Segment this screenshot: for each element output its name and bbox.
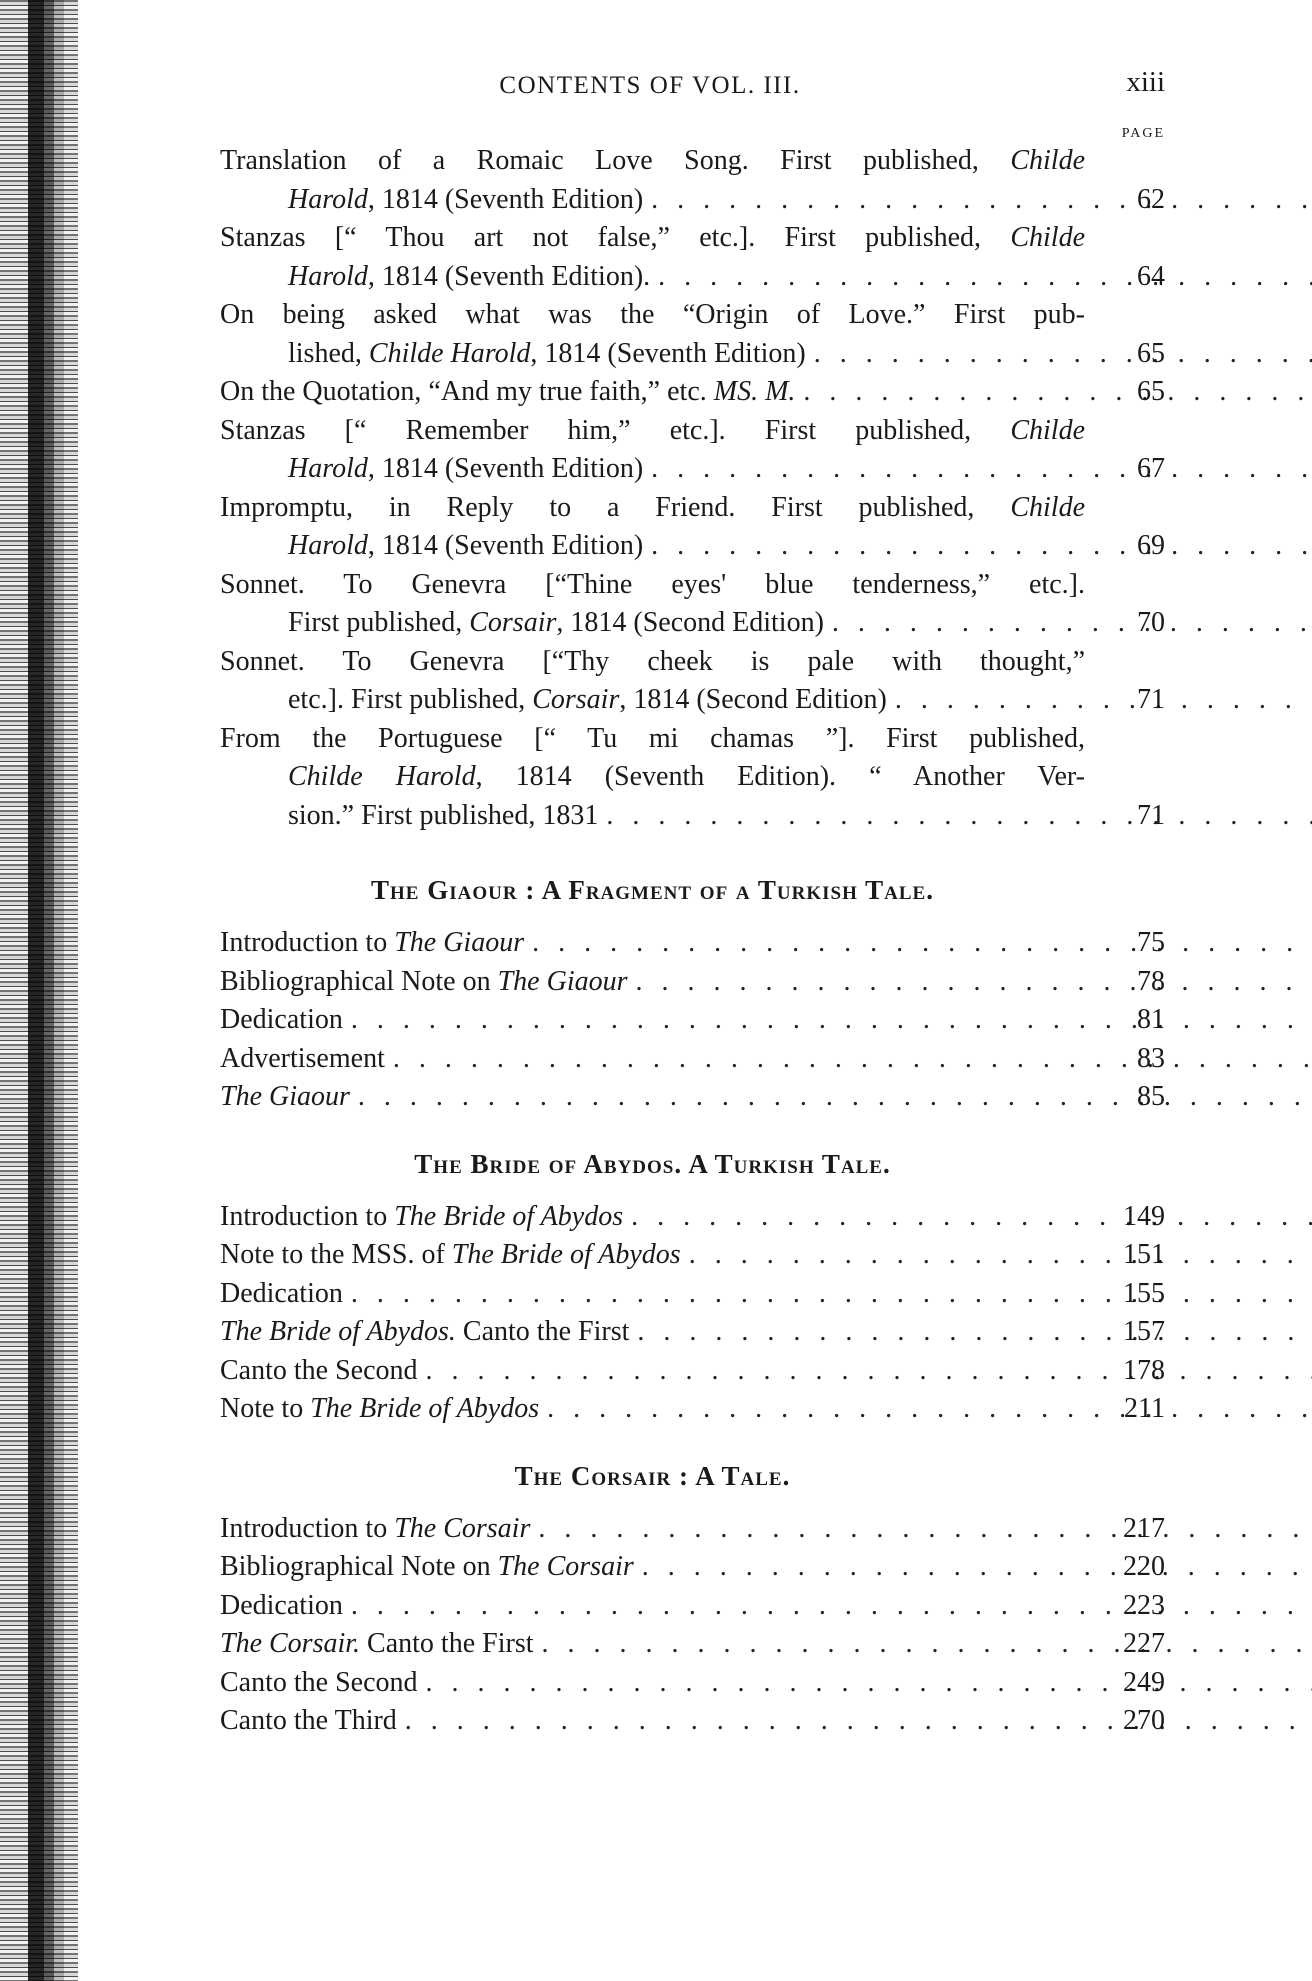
toc-entry [220, 1390, 1165, 1429]
dot-leader [418, 1667, 1312, 1698]
entry-text: Bibliographical Note on The Giaour [220, 965, 628, 997]
page-number: 75 [1137, 927, 1165, 958]
dot-leader [643, 453, 1312, 484]
toc-entry-line [220, 1040, 1085, 1079]
entry-text: Sonnet. To Genevra [“Thy cheek is pale with thought,” [220, 645, 1085, 677]
entry-text: The Corsair. Canto the First [220, 1628, 534, 1659]
page-number: 220 [1123, 1551, 1165, 1582]
dot-leader [795, 376, 1312, 407]
toc-entry [220, 142, 1165, 219]
toc-entry [220, 1078, 1165, 1117]
dot-leader [524, 927, 1312, 958]
toc-entry [220, 219, 1165, 296]
page-number: 83 [1137, 1042, 1165, 1074]
toc-entry-line [220, 1275, 1085, 1314]
dot-leader [343, 1278, 1312, 1309]
entry-text: Canto the Third [220, 1705, 397, 1736]
toc-entry-line [220, 1548, 1085, 1587]
dot-leader [623, 1201, 1312, 1232]
work-title: The Corsair. [220, 1628, 361, 1659]
work-title: The Bride of Abydos [310, 1393, 540, 1424]
section-heading: The Bride of Abydos. A Turkish Tale. [414, 1148, 891, 1179]
toc-entry [220, 924, 1165, 963]
entry-text: Stanzas [“ Thou art not false,” etc.]. First published, Childe [220, 222, 1085, 253]
toc-entry-line [220, 604, 1085, 643]
page-number: 65 [1137, 337, 1165, 369]
toc-entry [220, 1587, 1165, 1626]
section-heading: The Corsair : A Tale. [514, 1460, 791, 1491]
page-number: 85 [1137, 1081, 1165, 1112]
entry-text: Harold, 1814 (Seventh Edition) [288, 453, 644, 484]
page-number: 223 [1123, 1589, 1165, 1621]
dot-leader [643, 184, 1312, 215]
book-binding-edge [0, 0, 78, 1981]
folio-number: xiii [1126, 66, 1165, 98]
page-number: 178 [1123, 1354, 1165, 1386]
page-number: 211 [1124, 1393, 1165, 1424]
toc-entry [220, 1548, 1165, 1587]
toc-entry-line [220, 1664, 1085, 1703]
dot-leader [824, 607, 1312, 638]
toc-entry [220, 963, 1165, 1002]
dot-leader [534, 1628, 1312, 1659]
dot-leader [385, 1043, 1312, 1074]
toc-entry-line [220, 1313, 1085, 1352]
entry-text: Harold, 1814 (Seventh Edition). [288, 260, 651, 292]
dot-leader [397, 1705, 1312, 1736]
entry-text: Translation of a Romaic Love Song. First published, Childe [220, 145, 1085, 176]
page-number: 227 [1123, 1628, 1165, 1659]
page-number: 69 [1137, 530, 1165, 561]
entry-text: Canto the Second [220, 1666, 418, 1698]
entry-text: Stanzas [“ Remember him,” etc.]. First published, Childe [220, 414, 1085, 446]
entry-text: Bibliographical Note on The Corsair [220, 1551, 634, 1582]
page-number: 81 [1137, 1004, 1165, 1035]
toc-entry-line [220, 373, 1085, 412]
toc-entry [220, 1702, 1165, 1741]
work-title: The Giaour [394, 927, 525, 958]
page-number: 65 [1137, 376, 1165, 407]
page-number: 70 [1137, 607, 1165, 638]
entry-text: First published, Corsair, 1814 (Second Edition) [288, 607, 824, 638]
dot-leader [806, 338, 1312, 369]
dot-leader [350, 1081, 1312, 1112]
work-title: The Corsair [497, 1551, 634, 1582]
work-title: The Bride of Abydos. [220, 1316, 456, 1347]
page-number: 67 [1137, 453, 1165, 484]
toc-entry-line [220, 527, 1085, 566]
page-number: 71 [1137, 799, 1165, 831]
entry-text: Dedication [220, 1004, 343, 1035]
work-title: The Corsair [394, 1512, 531, 1544]
work-title: The Giaour [220, 1081, 350, 1112]
page-number: 249 [1123, 1666, 1165, 1698]
entry-text: Introduction to The Giaour [220, 927, 525, 958]
entry-text: Note to the MSS. of The Bride of Abydos [220, 1239, 681, 1270]
dot-leader [650, 261, 1312, 292]
entry-text: Introduction to The Corsair [220, 1512, 531, 1544]
toc-entry-line [220, 181, 1085, 220]
dot-leader [629, 1316, 1312, 1347]
toc-entry [220, 489, 1165, 566]
toc-entry [220, 566, 1165, 643]
entry-text: lished, Childe Harold, 1814 (Seventh Edition) [288, 337, 806, 369]
toc-entry-line [220, 335, 1085, 374]
dot-leader [343, 1004, 1312, 1035]
entry-text: The Bride of Abydos. Canto the First [220, 1316, 630, 1347]
toc-entry [220, 1236, 1165, 1275]
toc-entry [220, 373, 1165, 412]
page-number: 64 [1137, 260, 1165, 292]
table-of-contents [220, 142, 1165, 1741]
entry-text: From the Portuguese [“ Tu mi chamas ”]. First published, [220, 722, 1085, 754]
toc-entry [220, 1001, 1165, 1040]
entry-text: sion.” First published, 1831 [288, 799, 599, 831]
toc-entry-line [220, 1702, 1085, 1741]
entry-text: Canto the Second [220, 1354, 418, 1386]
page-number: 217 [1123, 1512, 1165, 1544]
toc-entry [220, 1040, 1165, 1079]
work-title: The Bride of Abydos [451, 1239, 681, 1270]
toc-entry [220, 1625, 1165, 1664]
toc-entry [220, 296, 1165, 373]
entry-text: Childe Harold, 1814 (Seventh Edition). “ Another Ver- [288, 761, 1085, 792]
dot-leader [628, 966, 1312, 997]
toc-entry [220, 720, 1165, 836]
dot-leader [418, 1355, 1312, 1386]
contents-page [220, 0, 1165, 1981]
toc-entry [220, 412, 1165, 489]
toc-entry-line [220, 1078, 1085, 1117]
toc-entry-line [220, 681, 1085, 720]
toc-entry-line [220, 924, 1085, 963]
page-number: 62 [1137, 183, 1165, 215]
toc-entry-line [220, 1587, 1085, 1626]
toc-entry [220, 1510, 1165, 1549]
toc-entry [220, 1275, 1165, 1314]
page-number: 71 [1137, 684, 1165, 715]
toc-entry-line [220, 1510, 1085, 1549]
dot-leader [598, 800, 1312, 831]
toc-entry [220, 1664, 1165, 1703]
entry-text: Note to The Bride of Abydos [220, 1393, 540, 1424]
toc-entry-line [220, 1001, 1085, 1040]
entry-text: Dedication [220, 1589, 343, 1621]
dot-leader [539, 1393, 1312, 1424]
toc-entry-line [220, 1198, 1085, 1237]
toc-entry [220, 643, 1165, 720]
toc-entry [220, 1313, 1165, 1352]
entry-text: Dedication [220, 1277, 343, 1309]
dot-leader [530, 1513, 1312, 1544]
entry-text: Harold, 1814 (Seventh Edition) [288, 183, 644, 215]
entry-text: Impromptu, in Reply to a Friend. First published, Childe [220, 491, 1085, 523]
work-title: The Giaour [497, 965, 628, 997]
page-number: 149 [1123, 1200, 1165, 1232]
running-title: CONTENTS OF VOL. III. [499, 72, 801, 99]
toc-entry-line [220, 258, 1085, 297]
entry-text [220, 1081, 350, 1112]
dot-leader [887, 684, 1312, 715]
toc-entry-line [220, 1352, 1085, 1391]
dot-leader [643, 530, 1312, 561]
toc-entry-line [220, 1625, 1085, 1664]
toc-entry-line [220, 963, 1085, 1002]
toc-entry [220, 1198, 1165, 1237]
toc-entry-line [220, 1390, 1085, 1429]
page-number: 270 [1123, 1705, 1165, 1736]
section-heading: The Giaour : A Fragment of a Turkish Tale. [371, 875, 934, 905]
entry-text: Introduction to The Bride of Abydos [220, 1200, 624, 1232]
page-column-label: PAGE [1121, 126, 1165, 141]
entry-text: etc.]. First published, Corsair, 1814 (Second Edition) [288, 684, 887, 715]
entry-text: Harold, 1814 (Seventh Edition) [288, 530, 644, 561]
running-head [220, 66, 1165, 112]
toc-entry-line [220, 1236, 1085, 1275]
entry-text: On being asked what was the “Origin of Love.” First pub- [220, 299, 1085, 330]
page-number: 78 [1137, 965, 1165, 997]
entry-text: On the Quotation, “And my true faith,” etc. MS. M. [220, 376, 796, 407]
dot-leader [634, 1551, 1312, 1582]
page-number: 155 [1123, 1277, 1165, 1309]
entry-text: Advertisement [220, 1042, 385, 1074]
toc-entry-line [220, 797, 1085, 836]
toc-entry [220, 1352, 1165, 1391]
toc-entry-line [220, 450, 1085, 489]
page-number: 157 [1123, 1316, 1165, 1347]
dot-leader [343, 1590, 1312, 1621]
entry-text: Sonnet. To Genevra [“Thine eyes' blue tenderness,” etc.]. [220, 568, 1085, 600]
work-title: The Bride of Abydos [394, 1200, 624, 1232]
dot-leader [681, 1239, 1312, 1270]
page-number: 151 [1123, 1239, 1165, 1270]
